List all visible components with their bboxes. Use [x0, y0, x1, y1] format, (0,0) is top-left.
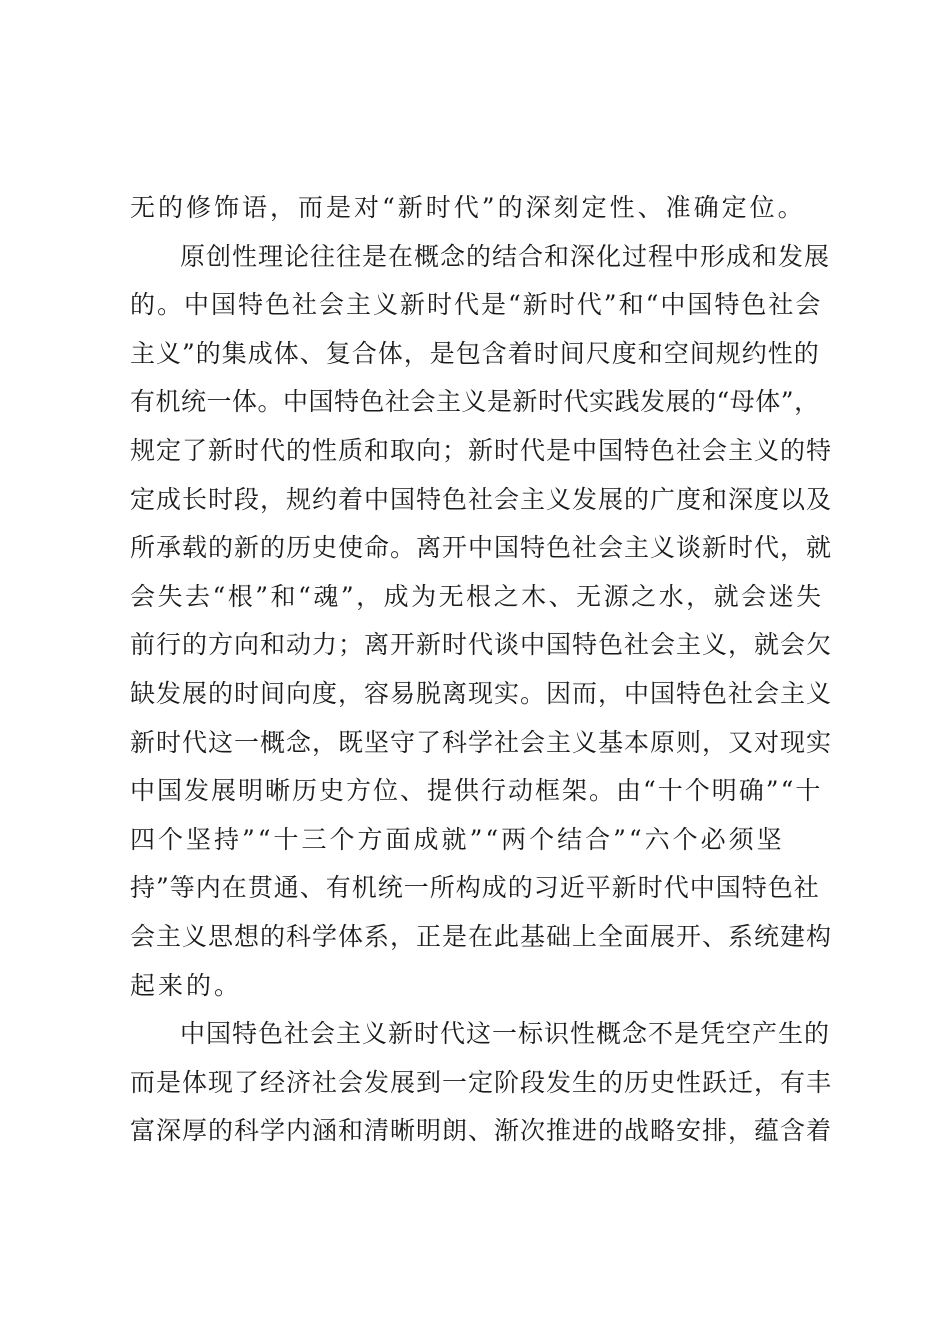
- paragraph-2: [130, 233, 833, 1011]
- text-line: 中国特色社会主义新时代这一标识性概念不是凭空产生的: [180, 1019, 831, 1049]
- text-line: 定成长时段，规约着中国特色社会主义发展的广度和深度以及: [130, 484, 833, 514]
- text-line: 中国发展明晰历史方位、提供行动框架。由“十个明确”“十: [130, 776, 823, 806]
- text-line: 原创性理论往往是在概念的结合和深化过程中形成和发展: [180, 241, 831, 271]
- text-line: 新时代这一概念，既坚守了科学社会主义基本原则，又对现实: [130, 727, 833, 757]
- text-line: 富深厚的科学内涵和清晰明朗、渐次推进的战略安排，蕴含着: [130, 1116, 833, 1146]
- text-line: 的。中国特色社会主义新时代是“新时代”和“中国特色社会: [130, 290, 823, 320]
- text-line: 起来的。: [130, 970, 243, 1000]
- text-line: 前行的方向和动力；离开新时代谈中国特色社会主义，就会欠: [130, 630, 833, 660]
- text-line: 而是体现了经济社会发展到一定阶段发生的历史性跃迁，有丰: [130, 1067, 833, 1097]
- paragraph-1: [130, 184, 830, 233]
- text-line: 有机统一体。中国特色社会主义是新时代实践发展的“母体”，: [130, 387, 820, 417]
- text-line: 缺发展的时间向度，容易脱离现实。因而，中国特色社会主义: [130, 678, 833, 708]
- text-line: 无的修饰语，而是对“新时代”的深刻定性、准确定位。: [130, 193, 806, 222]
- text-line: 主义”的集成体、复合体，是包含着时间尺度和空间规约性的: [130, 338, 820, 368]
- text-line: 四个坚持”“十三个方面成就”“两个结合”“六个必须坚: [130, 824, 785, 854]
- text-line: 会主义思想的科学体系，正是在此基础上全面展开、系统建构: [130, 921, 833, 951]
- text-line: 所承载的新的历史使命。离开中国特色社会主义谈新时代，就: [130, 533, 833, 563]
- paragraph-3: [130, 1010, 833, 1156]
- document-body: [130, 184, 833, 1156]
- text-line: 持”等内在贯通、有机统一所构成的习近平新时代中国特色社: [130, 873, 820, 903]
- text-line: 规定了新时代的性质和取向；新时代是中国特色社会主义的特: [130, 435, 833, 465]
- text-line: 会失去“根”和“魂”，成为无根之木、无源之水，就会迷失: [130, 581, 824, 611]
